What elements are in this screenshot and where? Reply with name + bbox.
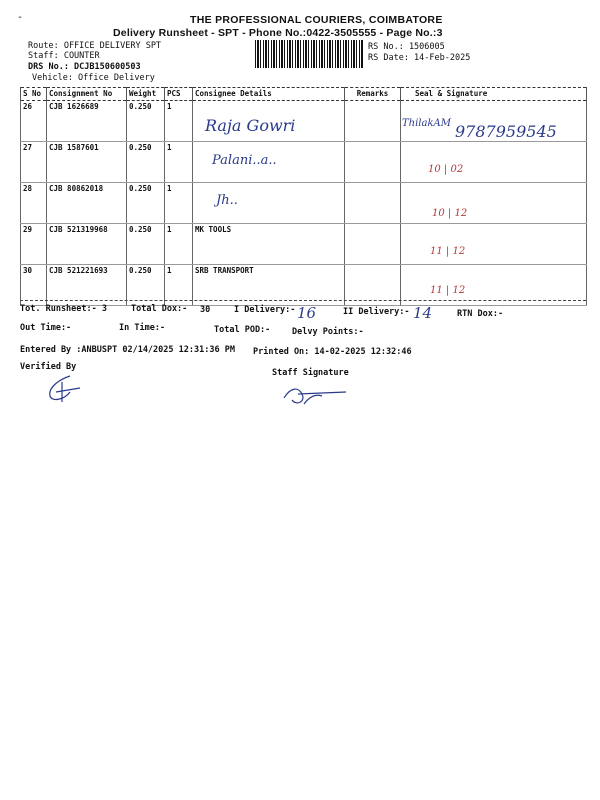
row-weight: 0.250 <box>127 265 165 306</box>
staff-signature-icon <box>280 382 350 410</box>
in-time-label: In Time:- <box>119 323 166 333</box>
handwritten-name: Jh.. <box>216 193 238 208</box>
row-sno: 30 <box>21 265 47 306</box>
row-remarks <box>345 101 401 142</box>
out-time-label: Out Time:- <box>20 323 72 333</box>
col-sno: S No <box>21 88 47 101</box>
delvy-points-label: Delvy Points:- <box>292 327 364 337</box>
col-remarks: Remarks <box>345 88 401 101</box>
row-pcs: 1 <box>165 101 193 142</box>
row-consignment: CJB 1626689 <box>47 101 127 142</box>
row-weight: 0.250 <box>127 142 165 183</box>
tot-runsheet: Tot. Runsheet:- 3 <box>20 304 107 314</box>
handwritten-time: 11 | 12 <box>430 285 466 296</box>
row-sno: 26 <box>21 101 47 142</box>
row-consignee: MK TOOLS <box>193 224 345 265</box>
row-weight: 0.250 <box>127 101 165 142</box>
verified-by-label: Verified By <box>20 362 77 372</box>
row-remarks <box>345 142 401 183</box>
runsheet-table <box>20 87 587 306</box>
row-pcs: 1 <box>165 183 193 224</box>
row-sno: 27 <box>21 142 47 183</box>
printed-on: Printed On: 14-02-2025 12:32:46 <box>253 347 412 357</box>
row-remarks <box>345 224 401 265</box>
row-consignment: CJB 521319968 <box>47 224 127 265</box>
handwritten-name: Palani..a.. <box>212 153 277 168</box>
rtn-dox-label: RTN Dox:- <box>457 309 504 319</box>
row-consignment: CJB 80862018 <box>47 183 127 224</box>
rs-date-label: RS Date: 14-Feb-2025 <box>368 53 471 63</box>
row-sno: 29 <box>21 224 47 265</box>
handwritten-phone: 9787959545 <box>455 122 557 141</box>
handwritten-time: 10 | 02 <box>428 164 464 175</box>
col-seal: Seal & Signature <box>401 88 587 101</box>
row-seal <box>401 224 587 265</box>
verifier-signature-icon <box>40 372 90 406</box>
drs-label: DRS No.: DCJB150600503 <box>28 62 141 72</box>
row-seal <box>401 142 587 183</box>
table-row <box>21 224 587 265</box>
row-weight: 0.250 <box>127 183 165 224</box>
rs-no-label: RS No.: 1506005 <box>368 42 445 52</box>
divider <box>20 300 586 301</box>
vehicle-label: Vehicle: Office Delivery <box>32 73 155 83</box>
handwritten-initial: ThilakAM <box>402 118 451 129</box>
row-weight: 0.250 <box>127 224 165 265</box>
handwritten-time: 10 | 12 <box>432 208 468 219</box>
entered-by: Entered By :ANBUSPT 02/14/2025 12:31:36 PM <box>20 345 235 355</box>
col-consignment: Consignment No <box>47 88 127 101</box>
handwritten-time: 11 | 12 <box>430 246 466 257</box>
company-title: THE PROFESSIONAL COURIERS, COIMBATORE <box>190 14 443 26</box>
staff-label: Staff: COUNTER <box>28 51 100 61</box>
i-delivery-handwritten: 16 <box>297 304 317 322</box>
dash-mark: - <box>17 12 24 23</box>
ii-delivery-handwritten: 14 <box>413 304 433 322</box>
row-consignee: SRB TRANSPORT <box>193 265 345 306</box>
row-seal <box>401 183 587 224</box>
total-dox-value: 30 <box>200 305 211 315</box>
total-pod-label: Total POD:- <box>214 325 271 335</box>
table-row <box>21 142 587 183</box>
barcode-image <box>255 40 363 68</box>
row-sno: 28 <box>21 183 47 224</box>
i-delivery-label: I Delivery:- <box>234 305 296 315</box>
col-pcs: PCS <box>165 88 193 101</box>
staff-signature-label: Staff Signature <box>272 368 349 378</box>
row-consignment: CJB 1587601 <box>47 142 127 183</box>
row-pcs: 1 <box>165 265 193 306</box>
col-consignee: Consignee Details <box>193 88 345 101</box>
runsheet-title: Delivery Runsheet - SPT - Phone No.:0422-3505555 - Page No.:3 <box>113 27 443 39</box>
row-pcs: 1 <box>165 224 193 265</box>
table-header-row <box>21 88 587 101</box>
ii-delivery-label: II Delivery:- <box>343 307 410 317</box>
total-dox-label: Total Dox:- <box>131 304 188 314</box>
route-label: Route: OFFICE DELIVERY SPT <box>28 41 162 51</box>
row-consignment: CJB 521221693 <box>47 265 127 306</box>
table-row <box>21 183 587 224</box>
handwritten-name: Raja Gowri <box>205 116 296 135</box>
row-remarks <box>345 183 401 224</box>
col-weight: Weight <box>127 88 165 101</box>
row-pcs: 1 <box>165 142 193 183</box>
